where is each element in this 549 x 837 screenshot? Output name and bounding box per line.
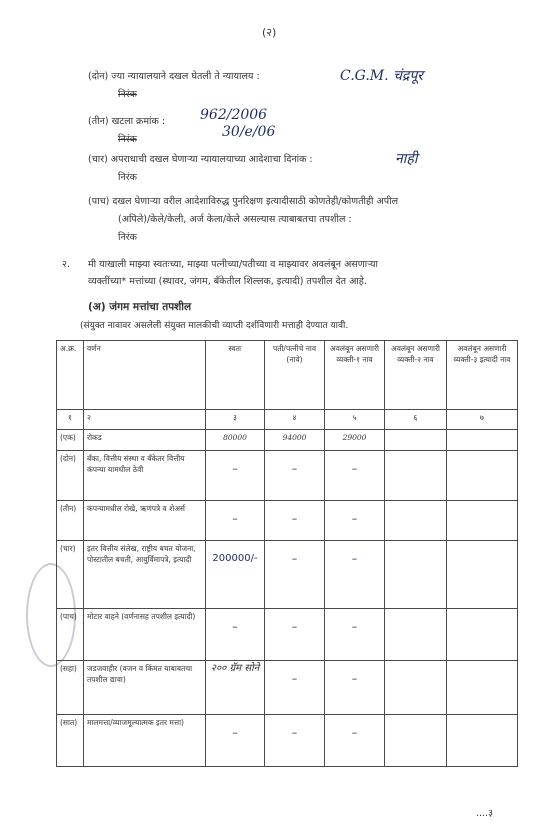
- row-self-value: 200000/-: [212, 553, 258, 564]
- row-spouse-value: –: [291, 552, 298, 565]
- header-dependent-1: अवलंबून असणारी व्यक्ती-१ नाव: [325, 341, 385, 410]
- header-dependent-3: अवलंबून असणारी व्यक्ती-३ इत्यादी नाव: [447, 341, 518, 410]
- row-self-value: 80000: [206, 430, 265, 451]
- row-dependent-1-value: –: [351, 672, 358, 685]
- appeal-detail-line-2: (अपिले)/केले/केली, अर्ज केला/केले असल्यास त्याबाबतचा तपशील :: [118, 214, 352, 225]
- row-dependent-3-value: [447, 430, 518, 451]
- appeal-detail-line-1: (पाच) दखल घेणाऱ्या वरील आदेशाविरुद्ध पुनरिक्षण इत्यादीसाठी कोणतेही/कोणतीही अपील: [88, 196, 399, 207]
- row-dependent-1-value: –: [351, 726, 358, 739]
- header-self: स्वतः: [206, 341, 265, 410]
- row-spouse-value: –: [291, 512, 298, 525]
- row-dependent-2-value: [385, 501, 447, 541]
- table-row: [57, 541, 518, 609]
- row-dependent-3-value: [447, 609, 518, 661]
- col-number: ४: [265, 410, 325, 430]
- appeal-detail-nil: निरंक: [118, 232, 137, 243]
- row-description: मालमत्ता/व्याजमूल्यात्मक इतर मत्ता): [84, 715, 206, 767]
- para2-line-2: व्यक्तींच्या* मत्तांच्या (स्थावर, जंगम, बँकेतील शिल्लक, इत्यादी) तपशील देत आहे.: [88, 276, 367, 287]
- table-row: [57, 430, 518, 451]
- row-dependent-3-value: [447, 501, 518, 541]
- case-number-struck-nil: निरंक: [118, 134, 137, 145]
- movable-assets-table: [56, 340, 518, 767]
- para2-number: २.: [62, 259, 70, 270]
- header-sr: अ.क्र.: [57, 341, 84, 410]
- row-dependent-2-value: [385, 451, 447, 501]
- case-date-handwritten: 30/e/06: [222, 124, 276, 140]
- row-spouse-value: –: [291, 672, 298, 685]
- page-number: (२): [262, 26, 277, 39]
- order-date-handwritten: नाही: [395, 151, 418, 167]
- row-sr: (पाच): [57, 609, 84, 661]
- row-self-value: –: [232, 512, 238, 525]
- header-description: वर्णन: [84, 341, 206, 410]
- column-number-row: [57, 410, 518, 430]
- table-row: [57, 661, 518, 715]
- row-dependent-1-value: –: [351, 462, 358, 475]
- row-description: जडजवाहीर (वजन व किंमत याबाबतचा तपशील द्यावा): [84, 661, 206, 715]
- header-spouse: पती/पत्नीचे नाव (नावे): [265, 341, 325, 410]
- row-sr: (एक): [57, 430, 84, 451]
- row-self-value: २०० ग्रॅम सोने: [206, 661, 265, 715]
- table-row: [57, 715, 518, 767]
- header-dependent-2: अवलंबून असणारी व्यक्ती-२ नाव: [385, 341, 447, 410]
- row-dependent-1-value: –: [351, 620, 358, 633]
- row-dependent-3-value: [447, 661, 518, 715]
- row-dependent-2-value: [385, 609, 447, 661]
- case-number-handwritten: 962/2006: [200, 107, 268, 123]
- continue-marker: ....३: [476, 808, 494, 819]
- row-spouse-value: 94000: [265, 430, 325, 451]
- col-number: ३: [206, 410, 265, 430]
- row-dependent-2-value: [385, 430, 447, 451]
- section-a-subheading: (संयुक्त नावावर असलेली संयुक्त मालकीची व्याप्ती दर्शविणारी मत्ताही देण्यात यावी.: [80, 321, 349, 331]
- row-dependent-3-value: [447, 541, 518, 609]
- case-number-label: (तीन) खटला क्रमांक :: [88, 116, 166, 127]
- table-header-row: [57, 341, 518, 410]
- row-self-value: –: [232, 462, 238, 475]
- row-spouse-value: –: [291, 726, 298, 739]
- row-description: बँका, वित्तीय संस्था व बँकेतर वित्तीय कंपन्या यामधील ठेवी: [84, 451, 206, 501]
- table-row: [57, 501, 518, 541]
- row-dependent-2-value: [385, 715, 447, 767]
- row-dependent-1-value: 29000: [325, 430, 385, 451]
- row-spouse-value: –: [291, 620, 298, 633]
- col-number: १: [57, 410, 84, 430]
- row-spouse-value: –: [291, 462, 298, 475]
- row-dependent-3-value: [447, 451, 518, 501]
- court-cognizance-handwritten: C.G.M. चंद्रपूर: [340, 68, 424, 84]
- row-dependent-2-value: [385, 661, 447, 715]
- row-dependent-3-value: [447, 715, 518, 767]
- table-row: [57, 451, 518, 501]
- row-description: रोकड: [84, 430, 206, 451]
- row-sr: (दोन): [57, 451, 84, 501]
- col-number: २: [84, 410, 206, 430]
- col-number: ५: [325, 410, 385, 430]
- row-self-value: –: [232, 726, 238, 739]
- order-date-nil: निरंक: [118, 172, 137, 183]
- row-dependent-1-value: –: [351, 512, 358, 525]
- court-cognizance-struck-nil: निरंक: [118, 89, 137, 100]
- section-a-heading: (अ) जंगम मत्तांचा तपशील: [88, 301, 192, 313]
- row-description: मोटार वाहने (वर्णनासह तपशील इत्यादी): [84, 609, 206, 661]
- row-dependent-2-value: [385, 541, 447, 609]
- row-sr: (चार): [57, 541, 84, 609]
- para2-line-1: मी याखाली माझ्या स्वतःच्या, माझ्या पत्नीच्या/पतीच्या व माझ्यावर अवलंबून असणाऱ्या: [88, 259, 379, 270]
- row-sr: (सात): [57, 715, 84, 767]
- row-description: इतर वित्तीय संलेख, राष्ट्रीय बचत योजना, पोस्टातील बचती, आयुर्विमापत्रे, इत्यादी: [84, 541, 206, 609]
- row-dependent-1-value: –: [351, 552, 358, 565]
- col-number: ६: [385, 410, 447, 430]
- row-description: कंपन्यामधील रोखे, ऋणपत्रे व शेअर्स: [84, 501, 206, 541]
- table-row: [57, 609, 518, 661]
- row-sr: (सहा): [57, 661, 84, 715]
- court-cognizance-label: (दोन) ज्या न्यायालयाने दखल घेतली ते न्यायालय :: [88, 71, 260, 82]
- col-number: ७: [447, 410, 518, 430]
- row-sr: (तीन): [57, 501, 84, 541]
- order-date-label: (चार) अपराधाची दखल घेणाऱ्या न्यायालयाच्या आदेशाचा दिनांक :: [88, 154, 313, 165]
- row-self-value: –: [232, 620, 238, 633]
